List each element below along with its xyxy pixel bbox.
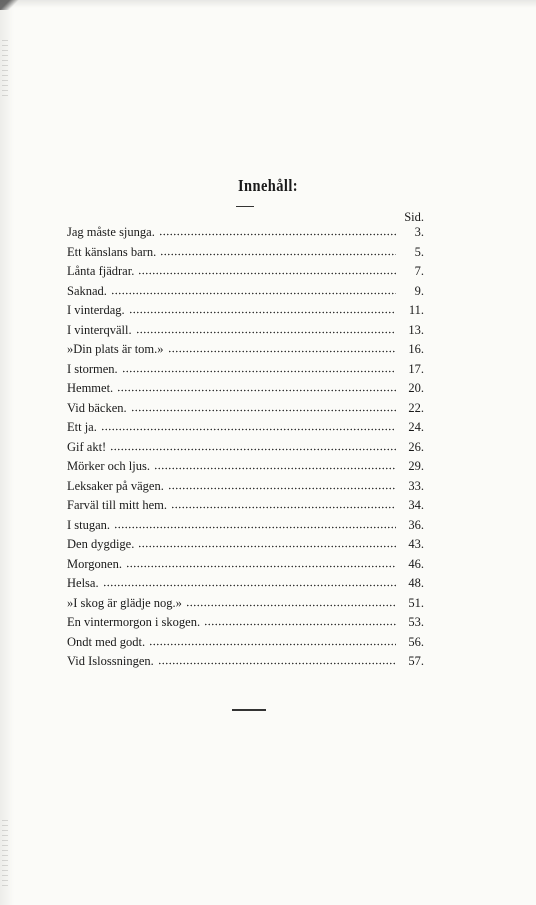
toc-entry-title: I vinterqväll. <box>67 322 132 337</box>
toc-entry <box>67 614 424 634</box>
toc-entry-title: Lånta fjädrar. <box>67 264 135 278</box>
toc-entry <box>67 497 424 517</box>
toc-entry-page: 13. <box>408 322 424 337</box>
toc-entry-page: 36. <box>408 517 424 532</box>
toc-entry-title: Vid Islossningen. <box>67 654 154 668</box>
toc-entry-title: Gif akt! <box>67 439 107 454</box>
table-of-contents <box>67 224 424 673</box>
toc-entry-page: 51. <box>408 595 424 610</box>
toc-entry-page: 46. <box>408 556 424 571</box>
dot-leader <box>138 536 396 548</box>
toc-entry-page: 9. <box>414 283 424 298</box>
toc-entry-title: Ett ja. <box>67 420 97 434</box>
toc-entry <box>67 556 424 576</box>
toc-entry-title: Mörker och ljus. <box>67 459 150 473</box>
toc-entry <box>67 263 424 283</box>
toc-entry <box>67 653 424 673</box>
toc-entry-title: Hemmet. <box>67 381 114 395</box>
dot-leader <box>168 478 396 490</box>
toc-entry-page: 26. <box>408 439 424 454</box>
toc-entry-title: Saknad. <box>67 283 107 298</box>
edge-speckle <box>2 40 8 100</box>
toc-entry-title: »Din plats är tom.» <box>67 342 164 356</box>
toc-entry-title: Farväl till mitt hem. <box>67 498 167 512</box>
toc-entry-page: 3. <box>414 225 424 239</box>
dot-leader <box>101 419 396 431</box>
dot-leader <box>204 614 396 626</box>
toc-entry <box>67 244 424 264</box>
toc-entry <box>67 224 424 244</box>
dot-leader <box>186 595 396 607</box>
title-divider <box>236 206 254 207</box>
dot-leader <box>160 244 396 256</box>
toc-entry-page: 29. <box>408 459 424 473</box>
toc-entry <box>67 341 424 361</box>
toc-entry <box>67 536 424 556</box>
toc-entry <box>67 458 424 478</box>
page-top-shadow <box>0 0 536 8</box>
dot-leader <box>158 653 396 665</box>
toc-entry-title: Den dygdige. <box>67 537 135 551</box>
dot-leader <box>149 634 396 646</box>
page-title: Innehåll: <box>237 176 299 195</box>
toc-entry-page: 16. <box>408 342 424 356</box>
toc-entry <box>67 575 424 595</box>
toc-entry-page: 33. <box>408 478 424 493</box>
toc-entry-page: 7. <box>414 264 424 278</box>
toc-entry-title: Vid bäcken. <box>67 400 127 415</box>
toc-entry <box>67 400 424 420</box>
dot-leader <box>114 517 396 529</box>
toc-entry-page: 43. <box>408 537 424 551</box>
dot-leader <box>129 302 396 314</box>
dot-leader <box>126 556 396 568</box>
toc-entry <box>67 419 424 439</box>
toc-entry-title: I vinterdag. <box>67 303 125 317</box>
toc-entry-page: 17. <box>408 361 424 376</box>
toc-entry-page: 53. <box>408 615 424 629</box>
dot-leader <box>168 341 396 353</box>
dot-leader <box>131 400 396 412</box>
toc-entry <box>67 361 424 381</box>
toc-entry-page: 11. <box>408 303 424 317</box>
toc-entry-title: Ondt med godt. <box>67 634 146 649</box>
toc-entry-title: I stugan. <box>67 517 111 532</box>
dot-leader <box>138 263 396 275</box>
dot-leader <box>171 497 396 509</box>
toc-entry <box>67 478 424 498</box>
toc-entry-page: 48. <box>408 576 424 590</box>
corner-smudge <box>0 0 22 10</box>
toc-entry-page: 5. <box>414 244 424 259</box>
toc-entry-title: I stormen. <box>67 361 118 376</box>
dot-leader <box>117 380 396 392</box>
toc-entry-title: En vintermorgon i skogen. <box>67 615 201 629</box>
toc-entry <box>67 517 424 537</box>
dot-leader <box>110 439 396 451</box>
toc-entry-title: Jag måste sjunga. <box>67 225 155 239</box>
toc-entry-title: Helsa. <box>67 576 99 590</box>
toc-entry-page: 34. <box>408 498 424 512</box>
toc-entry <box>67 634 424 654</box>
toc-entry-page: 20. <box>408 381 424 395</box>
dot-leader <box>136 322 396 334</box>
dot-leader <box>159 224 396 236</box>
dot-leader <box>103 575 396 587</box>
toc-entry-page: 57. <box>408 654 424 668</box>
toc-entry <box>67 283 424 303</box>
end-divider <box>232 709 266 711</box>
toc-entry <box>67 380 424 400</box>
toc-entry-page: 56. <box>408 634 424 649</box>
toc-entry <box>67 595 424 615</box>
page-column-label: Sid. <box>404 210 424 224</box>
toc-entry-title: »I skog är glädje nog.» <box>67 595 182 610</box>
toc-entry <box>67 302 424 322</box>
dot-leader <box>154 458 396 470</box>
toc-entry-title: Morgonen. <box>67 556 122 571</box>
toc-entry-page: 22. <box>408 400 424 415</box>
dot-leader <box>122 361 396 373</box>
toc-entry-title: Leksaker på vägen. <box>67 478 164 493</box>
dot-leader <box>111 283 396 295</box>
page-edge-shadow <box>0 0 14 905</box>
toc-entry <box>67 322 424 342</box>
toc-entry-page: 24. <box>408 420 424 434</box>
edge-speckle <box>2 820 8 890</box>
toc-entry-title: Ett känslans barn. <box>67 244 157 259</box>
toc-entry <box>67 439 424 459</box>
